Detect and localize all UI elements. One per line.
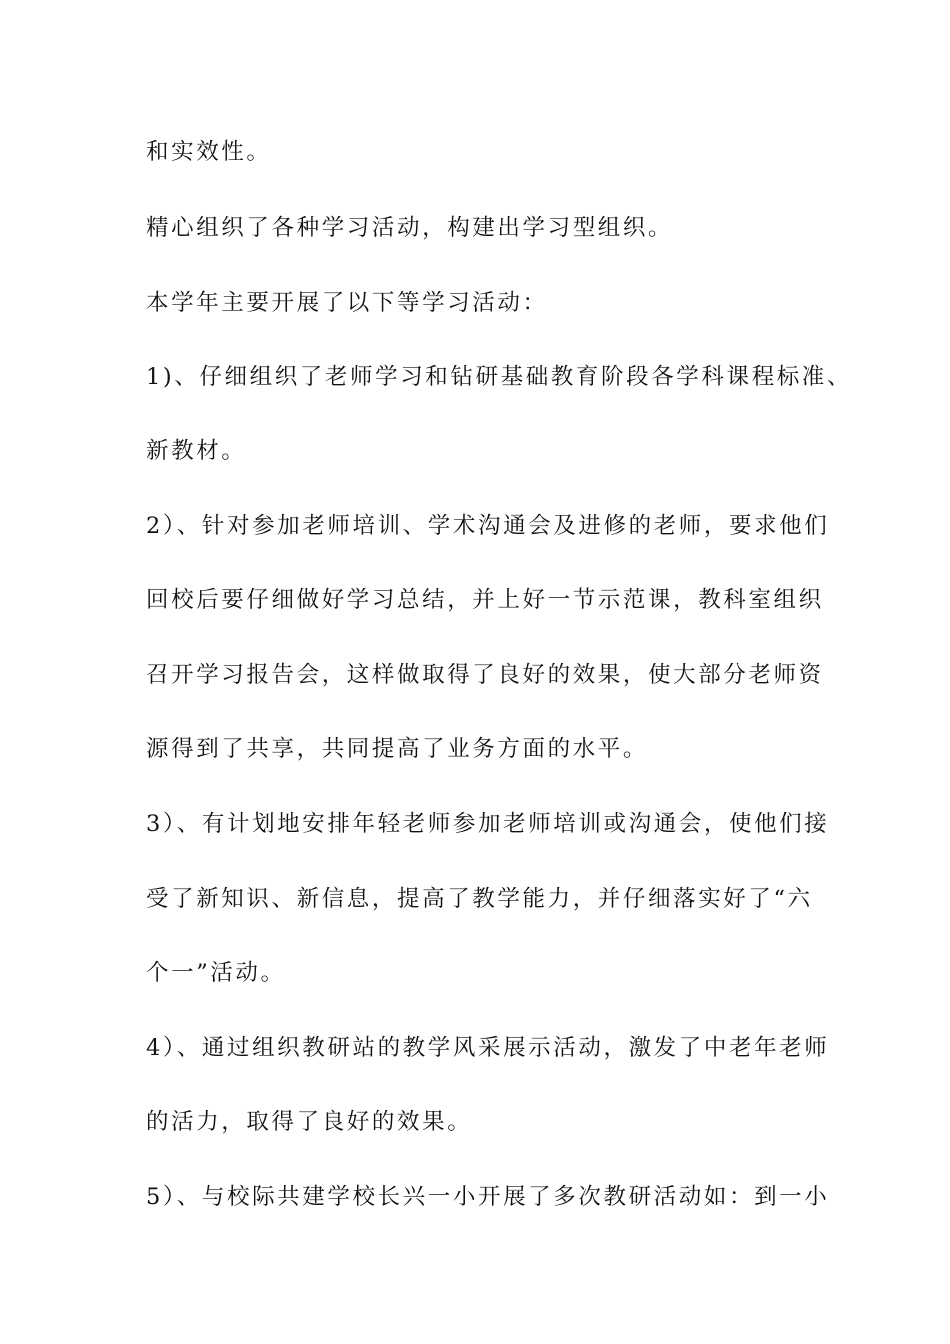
text-line: 5）、与校际共建学校长兴一小开展了多次教研活动如：到一小 [146,1184,830,1210]
text-line: 的活力，取得了良好的效果。 [146,1109,473,1135]
text-line: 源得到了共享，共同提高了业务方面的水平。 [146,736,649,762]
text-line: 本学年主要开展了以下等学习活动： [146,290,548,316]
text-line: 个一”活动。 [146,960,286,986]
text-line: 回校后要仔细做好学习总结，并上好一节示范课，教科室组织 [146,587,824,613]
text-line: 召开学习报告会，这样做取得了良好的效果，使大部分老师资 [146,662,824,688]
text-line: 和实效性。 [146,139,272,165]
text-line: 受了新知识、新信息，提高了教学能力，并仔细落实好了“六 [146,886,813,912]
text-line: 新教材。 [146,438,247,464]
text-line: 4）、通过组织教研站的教学风采展示活动，激发了中老年老师 [146,1035,830,1061]
text-line: 精心组织了各种学习活动，构建出学习型组织。 [146,215,674,241]
text-line: 3）、有计划地安排年轻老师参加老师培训或沟通会，使他们接 [146,811,830,837]
text-line: 1)、仔细组织了老师学习和钻研基础教育阶段各学科课程标准、 [146,364,852,390]
text-line: 2）、针对参加老师培训、学术沟通会及进修的老师，要求他们 [146,513,830,539]
